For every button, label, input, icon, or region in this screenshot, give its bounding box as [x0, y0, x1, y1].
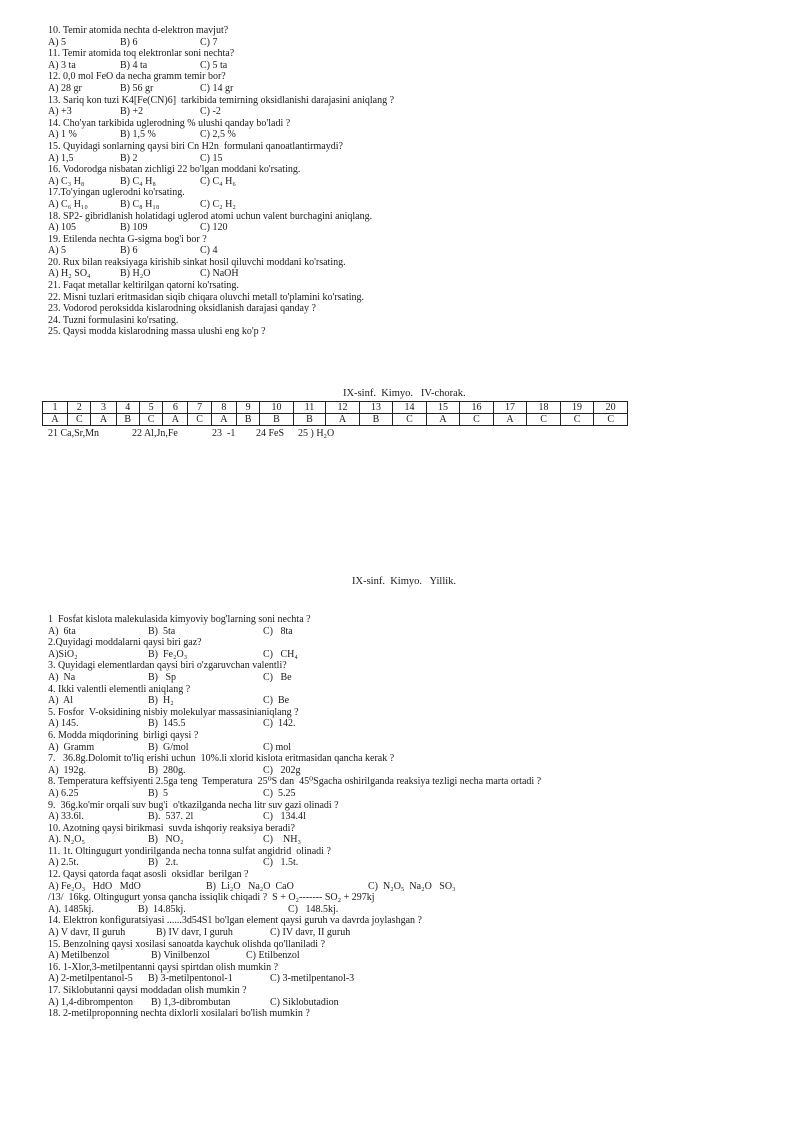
answer-option: C) 7 — [200, 36, 218, 48]
answer-option: B) 145.5 — [148, 718, 186, 730]
answer-options-row — [48, 672, 788, 684]
answer-key-number-cell: 16 — [460, 402, 494, 414]
question-text: 15. Benzolning qaysi xosilasi sanoatda kaychuk olishda qo'llaniladi ? — [48, 938, 326, 950]
answer-options-row — [48, 742, 788, 754]
answer-key-extra-item: 21 Ca,Sr,Mn — [48, 428, 99, 439]
answer-options-row — [48, 997, 788, 1009]
answer-option: C) 14 gr — [200, 82, 234, 94]
question-text: 6. Modda miqdorining birligi qaysi ? — [48, 729, 199, 741]
answer-key-answer-cell: A — [426, 414, 460, 426]
answer-options-row — [48, 857, 788, 869]
answer-option: C) NH₃ — [263, 834, 301, 846]
answer-options-row — [48, 222, 788, 234]
answer-option: C) 5.25 — [263, 787, 296, 799]
answer-option: C) IV davr, II guruh — [270, 927, 351, 939]
answer-key-answer-cell: A — [326, 414, 360, 426]
answer-key-numbers-row — [43, 402, 628, 414]
answer-key-answer-cell: A — [493, 414, 527, 426]
answer-key-number-cell: 20 — [594, 402, 628, 414]
question-text: 18. 2-metilproponning nechta dixlorli xosilalari bo'lish mumkin ? — [48, 1008, 310, 1020]
answer-option: C) N₂O₅ Na₂O SO₃ — [368, 880, 456, 892]
answer-option: A)SiO₂ — [48, 648, 78, 660]
answer-options-row — [48, 153, 788, 165]
answer-option: A) 1 % — [48, 129, 77, 141]
question-text: 24. Tuzni formulasini ko'rsating. — [48, 314, 179, 326]
answer-option: C) 1.5t. — [263, 857, 299, 869]
answer-key-answer-cell: C — [460, 414, 494, 426]
question-text: 16. Vodorodga nisbatan zichligi 22 bo'lgan moddani ko'rsating. — [48, 164, 301, 176]
question-text: 9. 36g.ko'mir orqali suv bug'i o'tkazilganda necha litr suv gazi olinadi ? — [48, 799, 339, 811]
answer-key-number-cell: 1 — [43, 402, 68, 414]
answer-key-answer-cell: A — [163, 414, 188, 426]
question-text: 22. Misni tuzlari eritmasidan siqib chiqara oluvchi metall to'plamini ko'rsating. — [48, 291, 365, 303]
answer-options-row — [48, 199, 788, 211]
quiz-part-one — [48, 25, 788, 338]
answer-option: C) Be — [263, 695, 290, 707]
answer-option: A) 145. — [48, 718, 79, 730]
answer-option: B) 3-metilpentonol-1 — [148, 973, 233, 985]
answer-option: B) Sp — [148, 671, 177, 683]
answer-option: C) -2 — [200, 106, 221, 118]
answer-option: C) 4 — [200, 245, 218, 257]
answer-key-answer-cell: B — [116, 414, 139, 426]
question-text: 2.Quyidagi moddalarni qaysi biri gaz? — [48, 637, 202, 649]
answer-options-row — [48, 950, 788, 962]
answer-option: B) 6 — [120, 36, 138, 48]
answer-option: A) Na — [48, 671, 76, 683]
answer-options-row — [48, 626, 788, 638]
answer-key-answer-cell: A — [43, 414, 68, 426]
question-text: 17. Siklobutanni qaysi moddadan olish mumkin ? — [48, 985, 247, 996]
answer-option: C) NaOH — [200, 268, 239, 280]
answer-options-row — [48, 176, 788, 188]
answer-option: B) 1,5 % — [120, 129, 156, 141]
answer-option: A) 6ta — [48, 625, 76, 637]
answer-option: C) 5 ta — [200, 59, 228, 71]
answer-option: A) V davr, II guruh — [48, 927, 126, 939]
answer-option: C) 142. — [263, 718, 296, 730]
answer-key-number-cell: 4 — [116, 402, 139, 414]
answer-option: C) Etilbenzol — [246, 950, 300, 962]
answer-option: A) 1,5 — [48, 152, 74, 164]
answer-option: A) Al — [48, 695, 73, 707]
answer-option: B) 56 gr — [120, 82, 154, 94]
answer-option: A) 5 — [48, 36, 67, 48]
question-text: 14. Elektron konfiguratsiyasi ......3d54S1 bo'lgan element qaysi guruh va davrda joylashgan ? — [48, 915, 422, 927]
answer-key-extra-item: 23 -1 — [212, 428, 236, 439]
answer-key-answer-cell: B — [359, 414, 393, 426]
answer-option: C) C₂ H₂ — [200, 198, 236, 210]
answer-options-row — [48, 973, 788, 985]
answer-option: C) 2,5 % — [200, 129, 236, 141]
answer-option: A) 2.5t. — [48, 857, 79, 869]
answer-option: C) C₄ H₆ — [200, 175, 236, 187]
answer-option: B) Fe₂O₃ — [148, 648, 188, 660]
answer-options-row — [48, 881, 788, 893]
answer-option: C) 120 — [200, 222, 228, 234]
answer-key-number-cell: 9 — [236, 402, 259, 414]
question-text: 1 Fosfat kislota malekulasida kimyoviy bog'larning soni nechta ? — [48, 614, 311, 625]
answer-option: A) 1,4-dibrompenton — [48, 996, 133, 1008]
answer-option: B) 14.85kj. — [138, 903, 186, 915]
answer-key-number-cell: 8 — [211, 402, 236, 414]
answer-option: A) Metilbenzol — [48, 950, 110, 962]
answer-key-answer-cell: B — [260, 414, 294, 426]
answer-key-answer-cell: A — [211, 414, 236, 426]
answer-key-number-cell: 13 — [359, 402, 393, 414]
answer-option: C) 8ta — [263, 625, 293, 637]
question-text: /13/ 16kg. Oltingugurt yonsa qancha issiqlik chiqadi ? S + O₂------- SO₂ + 297kj — [48, 892, 375, 904]
answer-key-answer-cell: C — [188, 414, 211, 426]
answer-key-extra-item: 25 ) H₂O — [298, 428, 335, 439]
answer-options-row — [48, 718, 788, 730]
answer-option: C) Siklobutadion — [270, 996, 339, 1008]
answer-option: B) 4 ta — [120, 59, 148, 71]
answer-key-number-cell: 2 — [68, 402, 91, 414]
answer-option: A) C₃ H₈ — [48, 175, 85, 187]
answer-option: A) 5 — [48, 245, 67, 257]
question-text: 10. Azotning qaysi birikmasi suvda ishqoriy reaksiya beradi? — [48, 822, 295, 834]
answer-option: B) 5ta — [148, 625, 176, 637]
question-text: 12. 0,0 mol FeO da necha gramm temir bor? — [48, 71, 226, 83]
answer-option: C) CH₄ — [263, 648, 298, 660]
answer-options-row — [48, 788, 788, 800]
answer-option: A) Fe₂O₃ HdO MdO — [48, 880, 141, 892]
question-text: 13. Sariq kon tuzi K4[Fe(CN)6] tarkibida temirning oksidlanishi darajasini aniqlang ? — [48, 94, 395, 106]
question-text: 7. 36.8g.Dolomit to'liq erishi uchun 10%.li xlorid kislota eritmasidan qancha kerak ? — [48, 753, 395, 765]
answer-option: B) H₂ — [148, 695, 174, 707]
answer-option: A) +3 — [48, 106, 72, 118]
answer-option: A) 2-metilpentanol-5 — [48, 973, 133, 985]
answer-key-answer-cell: C — [68, 414, 91, 426]
answer-key-answer-cell: C — [527, 414, 561, 426]
answer-options-row — [48, 129, 788, 141]
question-text: 5. Fosfor V-oksidining nisbiy molekulyar massasinianiqlang ? — [48, 706, 299, 718]
answer-options-row — [48, 765, 788, 777]
answer-options-row — [48, 811, 788, 823]
answer-key-number-cell: 6 — [163, 402, 188, 414]
question-text: 23. Vodorod peroksidda kislarodning oksidlanish darajasi qanday ? — [48, 303, 316, 315]
answer-options-row — [48, 695, 788, 707]
answer-options-row — [48, 60, 788, 72]
answer-key-answers-row — [43, 414, 628, 426]
answer-key-number-cell: 12 — [326, 402, 360, 414]
answer-option: B). 537. 2l — [148, 811, 194, 823]
answer-key-extra-item: 24 FeS — [256, 428, 285, 439]
answer-key-number-cell: 14 — [393, 402, 427, 414]
answer-options-row — [48, 649, 788, 661]
answer-option: A). N₂O₅ — [48, 834, 85, 846]
answer-option: A) 3 ta — [48, 59, 76, 71]
answer-option: A). 1485kj. — [48, 903, 94, 915]
answer-key-number-cell: 11 — [293, 402, 325, 414]
answer-option: B) G/mol — [148, 741, 189, 753]
answer-option: B) NO₂ — [148, 834, 184, 846]
answer-key-answer-cell: C — [393, 414, 427, 426]
question-text: 11. Temir atomida toq elektronlar soni nechta? — [48, 48, 235, 60]
answer-option: C) mol — [263, 741, 292, 753]
answer-option: A) 105 — [48, 222, 77, 234]
answer-option: B) 109 — [120, 222, 148, 234]
answer-option: A) 33.6l. — [48, 811, 84, 823]
answer-option: C) 3-metilpentanol-3 — [270, 973, 355, 985]
quiz-part-two — [48, 614, 788, 1020]
answer-option: A) Gramm — [48, 741, 95, 753]
answer-key-number-cell: 19 — [560, 402, 594, 414]
answer-option: A) C₆ H₁₀ — [48, 198, 88, 210]
answer-options-row — [48, 37, 788, 49]
question-text: 10. Temir atomida nechta d-elektron mavjut? — [48, 25, 229, 36]
question-text: 25. Qaysi modda kislarodning massa ulushi eng ko'p ? — [48, 326, 266, 338]
answer-key-answer-cell: A — [91, 414, 116, 426]
answer-option: B) +2 — [120, 106, 144, 118]
answer-key-title: IX-sinf. Kimyo. IV-chorak. — [343, 388, 466, 399]
answer-option: B) 5 — [148, 787, 168, 799]
answer-option: B) C₈ H₁₈ — [120, 198, 160, 210]
question-text: 16. 1-Xlor,3-metilpentanni qaysi spirtdan olish mumkin ? — [48, 961, 279, 973]
answer-option: B) Vinilbenzol — [151, 950, 210, 962]
answer-key-answer-cell: B — [236, 414, 259, 426]
answer-key-number-cell: 3 — [91, 402, 116, 414]
question-text: 19. Etilenda nechta G-sigma bog'i bor ? — [48, 233, 207, 245]
answer-option: B) 6 — [120, 245, 138, 257]
question-text: 14. Cho'yan tarkibida uglerodning % ulushi qanday bo'ladi ? — [48, 117, 291, 129]
answer-option: C) 15 — [200, 152, 223, 164]
answer-option: B) Li₂O Na₂O CaO — [206, 880, 294, 892]
answer-option: C) 202g — [263, 764, 301, 776]
answer-options-row — [48, 904, 788, 916]
answer-options-row — [48, 834, 788, 846]
answer-option: B) H₂O — [120, 268, 151, 280]
question-text: 17.To'yingan uglerodni ko'rsating. — [48, 187, 185, 199]
answer-options-row — [48, 927, 788, 939]
answer-option: C) 134.4l — [263, 811, 306, 823]
answer-option: A) 28 gr — [48, 82, 82, 94]
answer-options-row — [48, 268, 788, 280]
answer-options-row — [48, 83, 788, 95]
answer-key-answer-cell: C — [594, 414, 628, 426]
question-text: 3. Quyidagi elementlardan qaysi biri o'zgaruvchan valentli? — [48, 660, 287, 672]
answer-key-number-cell: 10 — [260, 402, 294, 414]
answer-option: C) 148.5kj. — [288, 903, 339, 915]
answer-option: A) 6.25 — [48, 787, 79, 799]
question-text: 18. SP2- gibridlanish holatidagi uglerod atomi uchun valent burchagini aniqlang. — [48, 210, 373, 222]
answer-key-number-cell: 15 — [426, 402, 460, 414]
answer-key-answer-cell: C — [560, 414, 594, 426]
answer-option: B) 1,3-dibrombutan — [151, 996, 231, 1008]
answer-option: C) Be — [263, 671, 292, 683]
answer-key-number-cell: 5 — [139, 402, 162, 414]
answer-key-extra-item: 22 Al,Jn,Fe — [132, 428, 178, 439]
answer-option: B) IV davr, I guruh — [156, 927, 233, 939]
answer-key-number-cell: 18 — [527, 402, 561, 414]
answer-key-answer-cell: C — [139, 414, 162, 426]
answer-key-number-cell: 7 — [188, 402, 211, 414]
question-text: 20. Rux bilan reaksiyaga kirishib sinkat hosil qiluvchi moddani ko'rsating. — [48, 256, 346, 268]
answer-option: B) 2 — [120, 152, 138, 164]
answer-option: B) 2.t. — [148, 857, 179, 869]
answer-option: A) 192g. — [48, 764, 87, 776]
answer-key-answer-cell: B — [293, 414, 325, 426]
answer-options-row — [48, 245, 788, 257]
question-text: 11. 1t. Oltingugurt yondirilganda necha tonna sulfat angidrid olinadi ? — [48, 845, 331, 857]
question-text: 21. Faqat metallar keltirilgan qatorni ko'rsating. — [48, 280, 239, 292]
answer-option: A) H₂ SO₄ — [48, 268, 91, 280]
question-text: 4. Ikki valentli elementli aniqlang ? — [48, 683, 191, 695]
answer-option: B) 280g. — [148, 764, 186, 776]
answer-key-number-cell: 17 — [493, 402, 527, 414]
answer-key-table — [42, 401, 628, 426]
answer-option: B) C₄ H₈ — [120, 175, 156, 187]
question-text: 8. Temperatura keffsiyenti 2.5ga teng Temperatura 25⁰S dan 45⁰Sgacha oshirilganda reaksiya tezligi necha marta ortadi ? — [48, 776, 542, 788]
question-text: 15. Quyidagi sonlarning qaysi biri Cn H2n formulani qanoatlantirmaydi? — [48, 140, 343, 152]
question-text: 12. Qaysi qatorda faqat asosli oksidlar berilgan ? — [48, 869, 249, 881]
yearly-test-title: IX-sinf. Kimyo. Yillik. — [352, 576, 457, 587]
answer-options-row — [48, 106, 788, 118]
